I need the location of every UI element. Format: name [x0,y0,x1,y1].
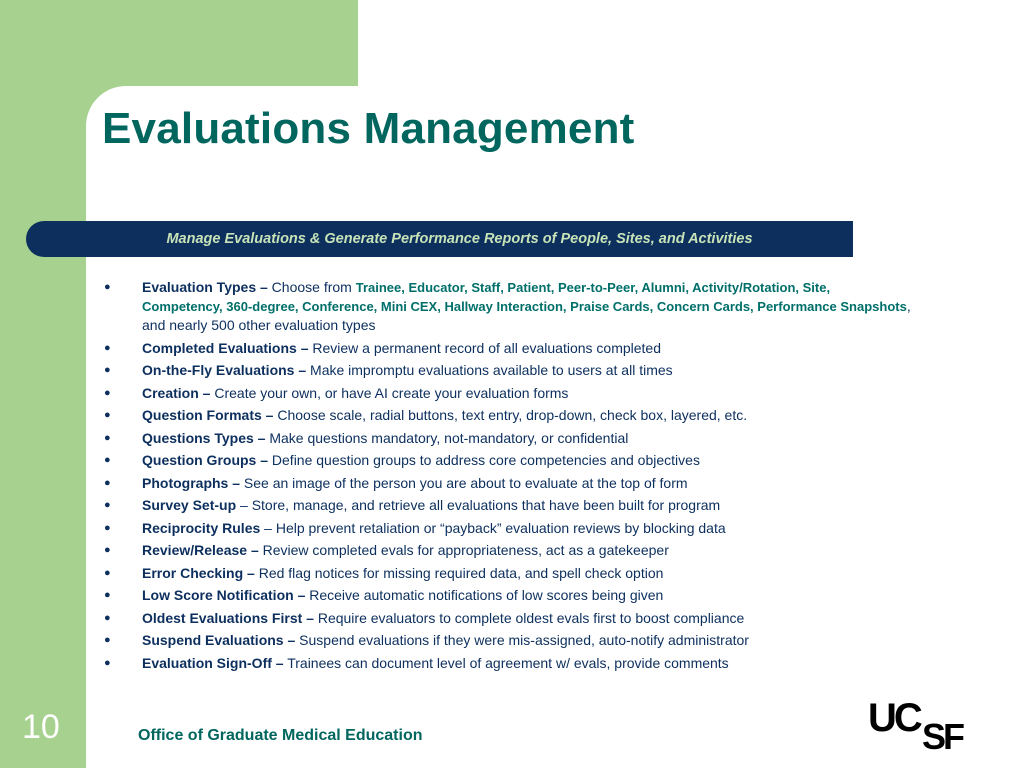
list-item [104,541,914,559]
item-text: , and nearly 500 other evaluation types [142,298,911,333]
list-item [104,586,914,604]
item-term: Completed Evaluations – [142,339,309,356]
item-term: Suspend Evaluations – [142,632,296,648]
footer-text: Office of Graduate Medical Education [138,727,423,744]
top-left-green-band [0,0,358,86]
bullet-dot-icon: ● [104,499,111,511]
bullet-dot-icon: ● [104,589,111,601]
list-item [104,278,914,334]
bullet-dot-icon: ● [104,409,111,421]
svg-text:SF: SF [922,716,963,751]
bullet-dot-icon: ● [104,431,111,444]
slide-title: Evaluations Management [102,104,635,153]
list-item [104,631,914,649]
list-item [104,474,914,492]
item-text: Choose scale, radial buttons, text entry, drop-down, check box, layered, etc. [273,407,748,423]
bullet-dot-icon: ● [104,386,111,399]
bullet-dot-icon: ● [104,656,111,669]
item-term: Question Formats – [142,407,274,423]
item-term: Creation – [142,384,211,401]
bullet-dot-icon: ● [104,566,111,579]
item-term: Photographs – [142,474,241,491]
bullet-dot-icon: ● [104,281,111,293]
item-text: Make questions mandatory, not-mandatory, or confidential [265,429,629,446]
bullet-dot-icon: ● [104,454,111,466]
item-text-pre: Choose from [267,279,356,295]
item-text: Review completed evals for appropriateness, act as a gatekeeper [258,542,669,558]
feature-list [104,278,914,676]
item-text: – Store, manage, and retrieve all evaluations that have been built for program [236,497,721,513]
item-text: Suspend evaluations if they were mis-assigned, auto-notify administrator [295,632,749,648]
list-item [104,609,914,627]
item-text: Create your own, or have AI create your evaluation forms [210,384,569,401]
list-item [104,496,914,514]
list-item [104,451,914,469]
evaluation-types-list: Trainee, Educator, Staff, Patient, Peer-to-Peer, Alumni, Activity/Rotation, Site, Competency, 360-degree, Conference, Mini CEX, Hallway Interaction, Praise Cards, Concern Cards, Performance Snapshots [142,280,907,314]
bullet-dot-icon: ● [104,364,111,376]
item-term: Low Score Notification – [142,587,306,603]
item-term: Question Groups – [142,452,269,468]
item-term: Questions Types – [142,429,266,446]
item-text: – Help prevent retaliation or “payback” evaluation reviews by blocking data [260,519,726,536]
bullet-dot-icon: ● [104,521,111,534]
bullet-dot-icon: ● [104,476,111,489]
list-item [104,564,914,582]
svg-text:UC: UC [868,697,920,740]
item-text: Review a permanent record of all evaluations completed [308,339,662,356]
list-item [104,361,914,379]
item-term: Error Checking – [142,564,255,581]
item-term: Evaluation Sign-Off – [142,654,284,671]
item-term: Review/Release – [142,542,259,558]
list-item [104,429,914,447]
banner-text: Manage Evaluations & Generate Performance Reports of People, Sites, and Activities [166,231,753,247]
subtitle-banner [26,221,853,257]
bullet-dot-icon: ● [104,544,111,556]
ucsf-logo [868,697,974,751]
item-term: Reciprocity Rules [142,519,261,536]
item-text: Define question groups to address core competencies and objectives [268,452,700,468]
list-item [104,384,914,402]
list-item [104,654,914,672]
item-term: Evaluation Types – [142,279,268,295]
item-text: See an image of the person you are about to evaluate at the top of form [240,474,688,491]
list-item [104,519,914,537]
list-item [104,339,914,357]
bullet-dot-icon: ● [104,611,111,624]
item-text: Trainees can document level of agreement w/ evals, provide comments [283,654,729,671]
bullet-dot-icon: ● [104,341,111,354]
item-text: Make impromptu evaluations available to users at all times [306,362,673,378]
item-term: Survey Set-up [142,497,237,513]
item-term: Oldest Evaluations First – [142,609,314,626]
list-item [104,406,914,424]
slide-number: 10 [22,708,60,746]
item-text: Require evaluators to complete oldest evals first to boost compliance [313,609,745,626]
item-term: On-the-Fly Evaluations – [142,362,307,378]
item-text: Red flag notices for missing required data, and spell check option [254,564,664,581]
bullet-dot-icon: ● [104,634,111,646]
item-text: Receive automatic notifications of low scores being given [305,587,664,603]
